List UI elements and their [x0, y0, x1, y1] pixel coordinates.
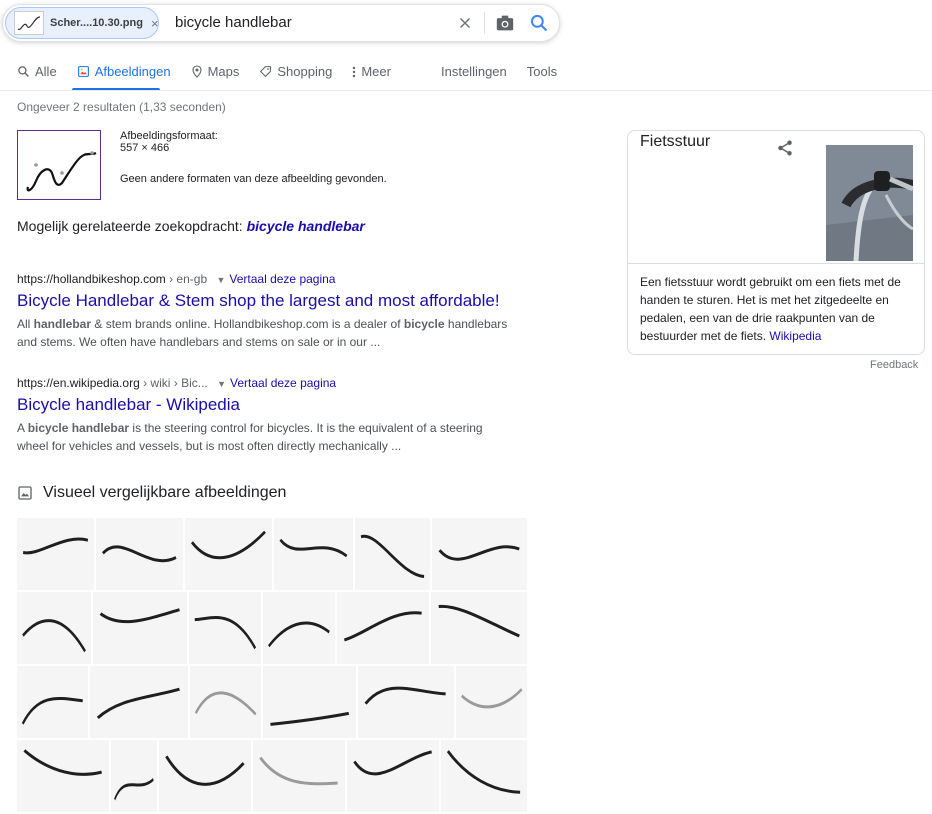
camera-icon[interactable] — [495, 14, 515, 32]
query-image-thumbnail[interactable] — [17, 130, 101, 200]
tab-label: Maps — [207, 64, 240, 79]
result-breadcrumb: › en-gb — [165, 272, 208, 286]
chip-close-icon[interactable]: × — [150, 15, 159, 31]
image-dimensions: 557 × 466 — [120, 142, 170, 154]
similar-image-thumbnail[interactable] — [17, 592, 91, 664]
similar-image-thumbnail[interactable] — [456, 666, 527, 738]
similar-image-thumbnail[interactable] — [253, 740, 345, 812]
result-snippet: All handlebar & stem brands online. Hollandbikeshop.com is a dealer of bicycle handlebars and stems. We often have handlebars and stems on sale or in our ... — [17, 317, 508, 349]
more-vert-icon — [352, 66, 356, 78]
search-icon — [17, 65, 30, 78]
tab-all[interactable] — [17, 64, 57, 79]
result-url[interactable] — [17, 272, 517, 286]
similar-image-thumbnail[interactable] — [90, 666, 187, 738]
no-formats-text: Geen andere formaten van deze afbeelding gevonden. — [120, 173, 387, 185]
result-stats: Ongeveer 2 resultaten (1,33 seconden) — [17, 100, 226, 114]
tab-label: Afbeeldingen — [94, 64, 171, 79]
similar-images-row — [17, 592, 529, 664]
clear-icon[interactable] — [456, 14, 474, 32]
divider — [484, 12, 485, 34]
similar-image-thumbnail[interactable] — [17, 666, 88, 738]
shopping-tag-icon — [259, 65, 272, 78]
dropdown-arrow-icon[interactable]: ▼ — [217, 379, 227, 389]
tab-images[interactable] — [77, 64, 171, 79]
divider — [628, 263, 925, 264]
tab-more[interactable] — [352, 64, 391, 79]
search-result — [17, 376, 517, 455]
result-domain: https://hollandbikeshop.com — [17, 272, 166, 286]
similar-images-grid — [17, 518, 529, 814]
similar-image-thumbnail[interactable] — [347, 740, 439, 812]
share-icon[interactable] — [776, 139, 794, 162]
similar-images-row — [17, 518, 529, 590]
result-breadcrumb: › wiki › Bic... — [139, 376, 208, 390]
section-title: Visueel vergelijkbare afbeeldingen — [43, 484, 287, 501]
similar-image-thumbnail[interactable] — [263, 666, 356, 738]
search-input[interactable]: bicycle handlebar — [175, 14, 292, 31]
similar-image-thumbnail[interactable] — [93, 592, 187, 664]
related-search-prefix: Mogelijk gerelateerde zoekopdracht: — [17, 218, 243, 234]
divider — [0, 90, 932, 91]
image-icon — [77, 65, 90, 78]
similar-image-thumbnail[interactable] — [441, 740, 527, 812]
similar-image-thumbnail[interactable] — [431, 592, 527, 664]
similar-image-thumbnail[interactable] — [190, 666, 261, 738]
location-pin-icon — [191, 65, 203, 78]
dropdown-arrow-icon[interactable]: ▼ — [216, 275, 226, 285]
translate-link[interactable]: Vertaal deze pagina — [230, 376, 337, 390]
knowledge-panel-image[interactable] — [826, 145, 913, 261]
similar-image-thumbnail[interactable] — [432, 518, 527, 590]
similar-image-thumbnail[interactable] — [17, 740, 109, 812]
chip-filename: Scher....10.30.png — [50, 17, 143, 29]
tab-label: Shopping — [277, 64, 333, 79]
image-icon — [17, 485, 33, 501]
similar-image-thumbnail[interactable] — [358, 666, 453, 738]
similar-images-row — [17, 740, 529, 812]
tab-shopping[interactable] — [259, 64, 332, 79]
similar-image-thumbnail[interactable] — [185, 518, 272, 590]
similar-image-thumbnail[interactable] — [96, 518, 183, 590]
similar-image-thumbnail[interactable] — [274, 518, 353, 590]
chip-thumbnail — [14, 11, 44, 35]
result-title[interactable]: Bicycle Handlebar & Stem shop the largest and most affordable! — [17, 291, 500, 310]
result-url[interactable] — [17, 376, 517, 390]
search-result — [17, 272, 517, 351]
tab-maps[interactable] — [191, 64, 240, 79]
result-snippet: A bicycle handlebar is the steering control for bicycles. It is the equivalent of a steering wheel for vehicles and vessels, but is most often directly mechanically ... — [17, 421, 483, 453]
visually-similar-heading — [17, 484, 286, 502]
knowledge-panel — [627, 130, 925, 355]
similar-images-row — [17, 666, 529, 738]
tab-label: Meer — [361, 64, 391, 79]
tab-label: Alle — [35, 64, 57, 79]
translate-link[interactable]: Vertaal deze pagina — [229, 272, 336, 286]
knowledge-panel-title: Fietsstuur — [640, 133, 711, 150]
similar-image-thumbnail[interactable] — [355, 518, 430, 590]
search-tabs — [17, 64, 411, 79]
similar-image-thumbnail[interactable] — [159, 740, 251, 812]
search-icon[interactable] — [529, 13, 549, 33]
feedback-link[interactable]: Feedback — [870, 359, 919, 371]
search-bar[interactable] — [2, 4, 560, 42]
wikipedia-link[interactable]: Wikipedia — [769, 329, 822, 343]
image-query-chip[interactable] — [5, 7, 159, 39]
similar-image-thumbnail[interactable] — [111, 740, 157, 812]
settings-link[interactable]: Instellingen — [441, 64, 507, 79]
related-search — [17, 218, 365, 234]
tools-link[interactable]: Tools — [526, 64, 558, 79]
result-title[interactable]: Bicycle handlebar - Wikipedia — [17, 395, 240, 414]
image-format-label: Afbeeldingsformaat: — [120, 130, 218, 142]
similar-image-thumbnail[interactable] — [337, 592, 429, 664]
result-domain: https://en.wikipedia.org — [17, 376, 140, 390]
knowledge-panel-description: Een fietsstuur wordt gebruikt om een fiets met de handen te sturen. Het is met het zitgedeelte en pedalen, een van de drie raakpunten van de bestuurder met de fiets. Wikipedia — [640, 275, 901, 343]
related-search-link[interactable]: bicycle handlebar — [246, 218, 365, 234]
similar-image-thumbnail[interactable] — [189, 592, 261, 664]
similar-image-thumbnail[interactable] — [263, 592, 335, 664]
similar-image-thumbnail[interactable] — [17, 518, 94, 590]
